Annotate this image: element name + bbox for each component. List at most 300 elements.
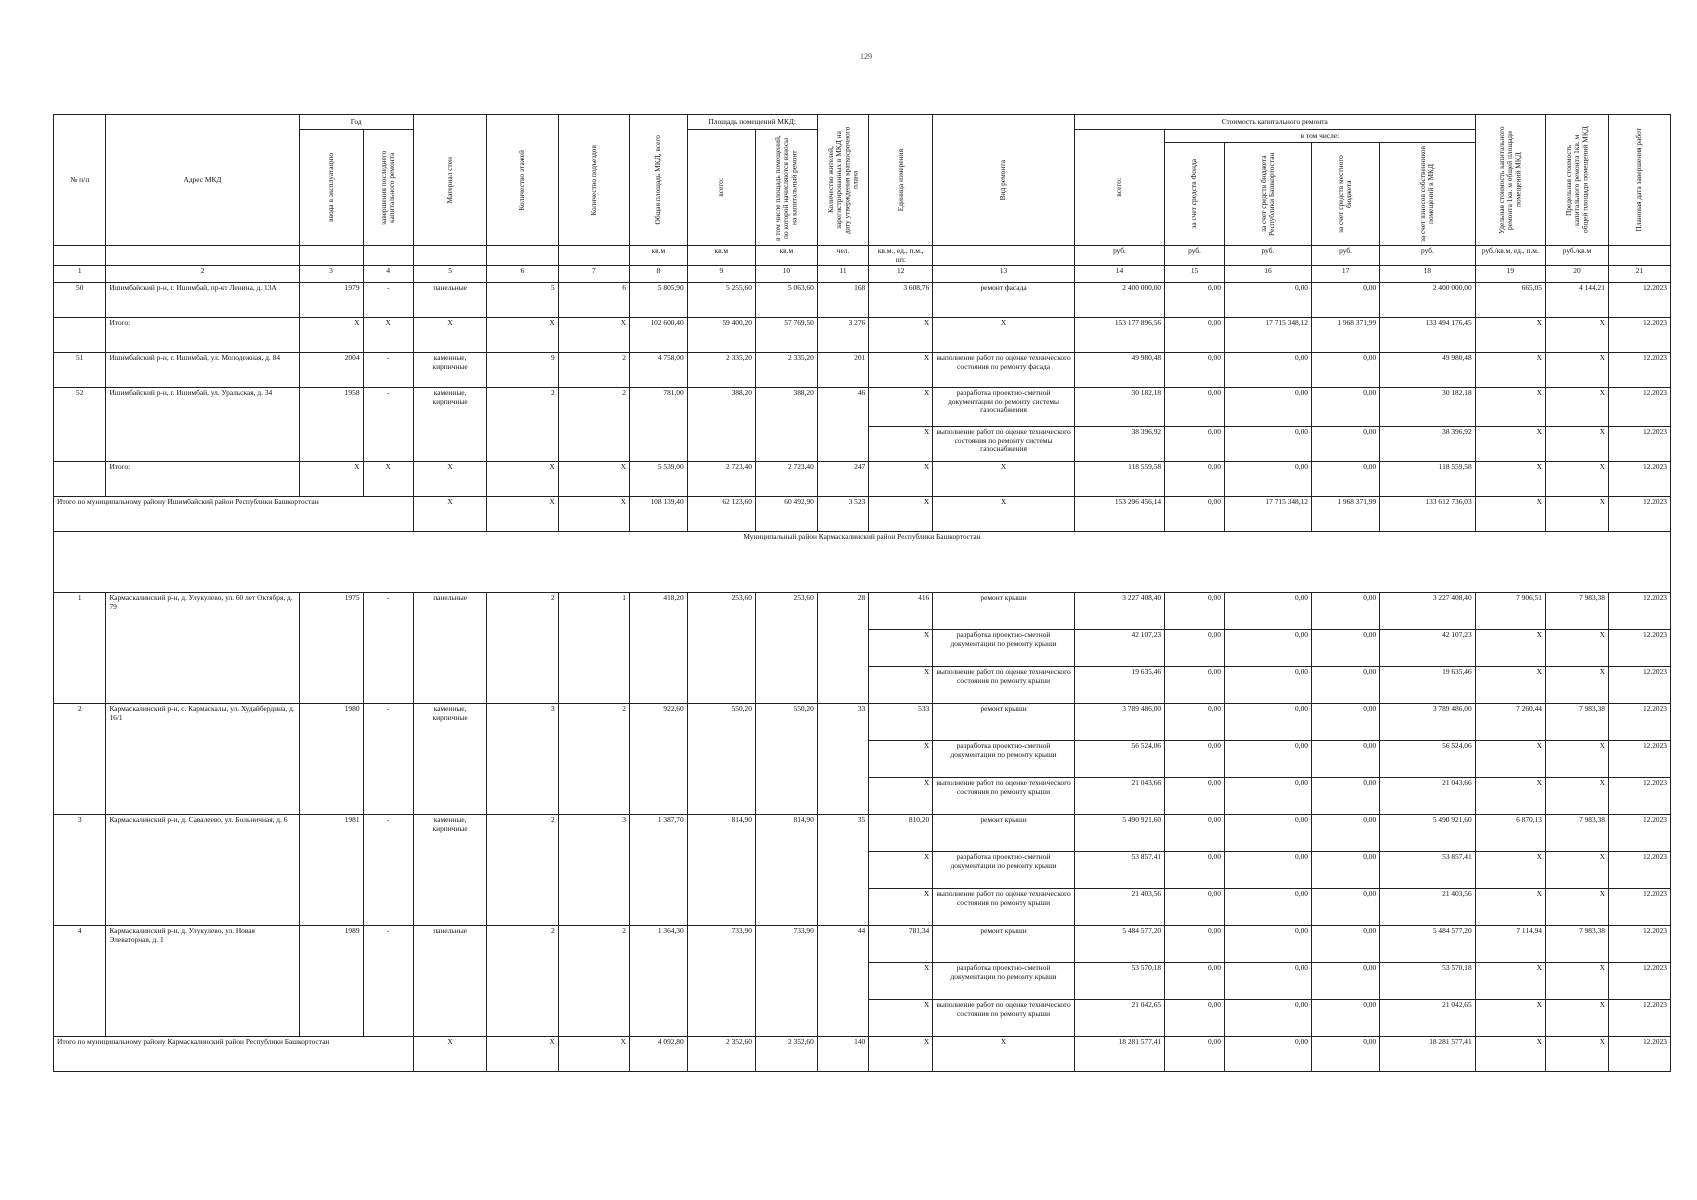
work-type-cell: выполнение работ по оценке технического состояния по ремонту крыши — [933, 1000, 1075, 1037]
table-cell: X — [363, 318, 413, 353]
units-row — [54, 246, 1671, 266]
table-cell: 0,00 — [1165, 704, 1225, 741]
table-cell: 2 352,60 — [687, 1037, 755, 1072]
table-cell: 0,00 — [1311, 815, 1379, 852]
table-cell: 0,00 — [1224, 630, 1311, 667]
table-cell: 665,05 — [1475, 283, 1545, 318]
table-cell: 2 — [54, 704, 106, 815]
header-residents: Количество жителей, зарегистрированных в МКД на дату утверждения краткосрочного плана — [817, 115, 868, 246]
table-row — [54, 593, 1671, 630]
table-cell: 3 227 408,40 — [1380, 593, 1476, 630]
table-cell: X — [363, 462, 413, 497]
table-cell: 247 — [817, 462, 868, 497]
table-cell: X — [869, 889, 933, 926]
table-cell: 1979 — [299, 283, 363, 318]
table-cell: 2 335,20 — [755, 353, 817, 388]
table-cell: 0,00 — [1311, 462, 1379, 497]
unit-cell — [1608, 246, 1670, 266]
table-cell: 5 — [487, 283, 558, 318]
table-cell: 0,00 — [1224, 852, 1311, 889]
column-number: 19 — [1475, 266, 1545, 283]
work-type-cell: ремонт фасада — [933, 283, 1075, 318]
table-cell: X — [1545, 741, 1608, 778]
table-cell: 0,00 — [1311, 704, 1379, 741]
table-cell: панельные — [413, 593, 486, 704]
table-cell: панельные — [413, 926, 486, 1037]
table-cell: 0,00 — [1165, 462, 1225, 497]
table-cell: 3 227 408,40 — [1074, 593, 1164, 630]
table-cell: 7 983,38 — [1545, 926, 1608, 963]
table-row — [54, 353, 1671, 388]
table-cell: 5 484 577,20 — [1380, 926, 1476, 963]
table-cell: 12.2023 — [1608, 778, 1670, 815]
table-cell: 0,00 — [1165, 815, 1225, 852]
unit-cell: кв.м — [755, 246, 817, 266]
table-cell: каменные, кирпичные — [413, 704, 486, 815]
table-row — [54, 318, 1671, 353]
unit-cell: кв.м — [687, 246, 755, 266]
table-cell: X — [933, 497, 1075, 532]
table-cell: X — [1475, 388, 1545, 427]
work-type-cell: разработка проектно-сметной документации по ремонту крыши — [933, 852, 1075, 889]
table-cell: X — [1475, 497, 1545, 532]
table-cell: 153 177 896,56 — [1074, 318, 1164, 353]
table-cell: 21 042,65 — [1074, 1000, 1164, 1037]
header-entrances: Количество подъездов — [558, 115, 629, 246]
table-cell: 12.2023 — [1608, 1037, 1670, 1072]
header-unit: Единица измерения — [869, 115, 933, 246]
table-row — [54, 388, 1671, 427]
table-cell: X — [487, 318, 558, 353]
table-cell: X — [1475, 353, 1545, 388]
table-cell: 2 723,40 — [687, 462, 755, 497]
table-cell: 12.2023 — [1608, 353, 1670, 388]
table-cell: 2 — [487, 593, 558, 704]
table-cell: 0,00 — [1311, 283, 1379, 318]
table-cell: 1 387,70 — [630, 815, 688, 926]
table-cell: 3 608,76 — [869, 283, 933, 318]
table-cell: 19 635,46 — [1380, 667, 1476, 704]
unit-cell: руб. — [1165, 246, 1225, 266]
table-cell: X — [1475, 318, 1545, 353]
table-cell: 0,00 — [1165, 1037, 1225, 1072]
table-cell: X — [1545, 427, 1608, 462]
table-cell: 0,00 — [1224, 926, 1311, 963]
table-cell: X — [1545, 1037, 1608, 1072]
address-cell: Ишимбайский р-н, г. Ишимбай, ул. Молодежная, д. 84 — [106, 353, 299, 388]
table-cell: X — [1475, 1037, 1545, 1072]
work-type-cell: ремонт крыши — [933, 704, 1075, 741]
table-cell: 7 983,38 — [1545, 593, 1608, 630]
table-row — [54, 462, 1671, 497]
table-cell: 0,00 — [1224, 963, 1311, 1000]
table-cell: 62 123,60 — [687, 497, 755, 532]
header-cost-owners: за счет взносов собственников помещений в МКД — [1380, 143, 1476, 246]
table-cell: 0,00 — [1165, 497, 1225, 532]
table-cell: 2 400 000,00 — [1380, 283, 1476, 318]
table-cell: 0,00 — [1311, 1000, 1379, 1037]
table-cell: 38 396,92 — [1380, 427, 1476, 462]
table-cell: 1975 — [299, 593, 363, 704]
unit-cell — [54, 246, 106, 266]
table-cell: 814,90 — [755, 815, 817, 926]
table-cell: 21 403,56 — [1380, 889, 1476, 926]
table-cell: 52 — [54, 388, 106, 462]
work-type-cell: ремонт крыши — [933, 926, 1075, 963]
table-cell: 46 — [817, 388, 868, 462]
table-cell: 12.2023 — [1608, 704, 1670, 741]
table-cell: - — [363, 926, 413, 1037]
table-cell: 140 — [817, 1037, 868, 1072]
table-cell: 2 400 000,00 — [1074, 283, 1164, 318]
table-cell: 2 — [558, 704, 629, 815]
work-type-cell: выполнение работ по оценке технического состояния по ремонту крыши — [933, 889, 1075, 926]
data-body — [54, 283, 1671, 1072]
table-cell: X — [1475, 630, 1545, 667]
table-cell: 30 182,18 — [1380, 388, 1476, 427]
table-cell: X — [1545, 889, 1608, 926]
table-cell: 0,00 — [1311, 778, 1379, 815]
table-cell: 733,90 — [687, 926, 755, 1037]
table-cell: 9 — [487, 353, 558, 388]
table-cell: 53 857,41 — [1074, 852, 1164, 889]
table-cell: X — [487, 462, 558, 497]
table-cell: 533 — [869, 704, 933, 741]
table-cell: 3 276 — [817, 318, 868, 353]
table-cell: 12.2023 — [1608, 630, 1670, 667]
table-cell: 2 — [487, 388, 558, 462]
table-cell: 42 107,23 — [1074, 630, 1164, 667]
table-cell: X — [299, 462, 363, 497]
table-cell: 0,00 — [1165, 353, 1225, 388]
table-cell: 12.2023 — [1608, 815, 1670, 852]
table-cell: 3 789 486,00 — [1074, 704, 1164, 741]
header-work-type: Вид ремонта — [933, 115, 1075, 246]
unit-cell: кв.м., ед., п.м., шт. — [869, 246, 933, 266]
table-cell: X — [869, 741, 933, 778]
work-type-cell: выполнение работ по оценке технического состояния по ремонту крыши — [933, 778, 1075, 815]
table-cell: 21 043,66 — [1380, 778, 1476, 815]
unit-cell: руб./кв.м — [1545, 246, 1608, 266]
table-cell: 56 524,06 — [1074, 741, 1164, 778]
table-cell: 53 857,41 — [1380, 852, 1476, 889]
table-cell: 7 260,44 — [1475, 704, 1545, 741]
header-cost-republic: за счет средств бюджета Республики Башкортостан — [1224, 143, 1311, 246]
table-row — [54, 815, 1671, 852]
table-cell: - — [363, 593, 413, 704]
table-cell: 1 968 371,99 — [1311, 318, 1379, 353]
table-cell: X — [558, 497, 629, 532]
table-cell: 781,34 — [869, 926, 933, 963]
table-cell: 3 — [558, 815, 629, 926]
table-cell: X — [1545, 852, 1608, 889]
table-cell: 17 715 348,12 — [1224, 318, 1311, 353]
table-cell: 42 107,23 — [1380, 630, 1476, 667]
table-cell: 0,00 — [1311, 427, 1379, 462]
table-cell: 0,00 — [1165, 388, 1225, 427]
table-cell: 5 805,90 — [630, 283, 688, 318]
table-cell: 12.2023 — [1608, 388, 1670, 427]
table-cell: 0,00 — [1224, 704, 1311, 741]
total-row — [54, 497, 1671, 532]
table-cell: 0,00 — [1311, 353, 1379, 388]
table-cell: 5 490 921,60 — [1074, 815, 1164, 852]
table-cell: 2 723,40 — [755, 462, 817, 497]
table-cell: - — [363, 283, 413, 318]
page-number: 129 — [860, 52, 872, 61]
total-label: Итого по муниципальному району Кармаскалинский район Республики Башкортостан — [54, 1037, 414, 1072]
total-label: Итого по муниципальному району Ишимбайский район Республики Башкортостан — [54, 497, 414, 532]
table-cell: X — [869, 462, 933, 497]
table-cell: 550,20 — [755, 704, 817, 815]
table-cell: X — [1545, 667, 1608, 704]
table-cell: 12.2023 — [1608, 926, 1670, 963]
table-cell: 35 — [817, 815, 868, 926]
column-number: 17 — [1311, 266, 1379, 283]
table-cell: 0,00 — [1165, 926, 1225, 963]
unit-cell — [299, 246, 363, 266]
table-cell: 0,00 — [1311, 667, 1379, 704]
table-cell: X — [1475, 462, 1545, 497]
table-cell: 56 524,06 — [1380, 741, 1476, 778]
table-cell: X — [1475, 963, 1545, 1000]
table-cell: 49 980,48 — [1380, 353, 1476, 388]
table-cell: 7 114,94 — [1475, 926, 1545, 963]
table-cell: 12.2023 — [1608, 741, 1670, 778]
table-cell: 3 523 — [817, 497, 868, 532]
table-cell: 4 758,00 — [630, 353, 688, 388]
table-cell: - — [363, 815, 413, 926]
work-type-cell: выполнение работ по оценке технического состояния по ремонту фасада — [933, 353, 1075, 388]
unit-cell: руб./кв.м, ед., п.м. — [1475, 246, 1545, 266]
address-cell: Итого: — [106, 462, 299, 497]
address-cell: Итого: — [106, 318, 299, 353]
table-cell: 0,00 — [1224, 283, 1311, 318]
header-total-area: Общая площадь МКД, всего — [630, 115, 688, 246]
table-cell: 0,00 — [1311, 963, 1379, 1000]
header-cost-local: за счет средств местного бюджета — [1311, 143, 1379, 246]
table-cell: 0,00 — [1165, 1000, 1225, 1037]
table-cell: 38 396,92 — [1074, 427, 1164, 462]
table-cell: 18 281 577,41 — [1074, 1037, 1164, 1072]
table-cell: 60 492,90 — [755, 497, 817, 532]
table-cell: 49 980,48 — [1074, 353, 1164, 388]
table-cell: 21 043,66 — [1074, 778, 1164, 815]
table-row — [54, 926, 1671, 963]
table-cell: X — [869, 427, 933, 462]
table-cell: X — [487, 1037, 558, 1072]
table-cell: 0,00 — [1224, 815, 1311, 852]
table-cell: 922,60 — [630, 704, 688, 815]
header-cost-fund: за счет средств Фонда — [1165, 143, 1225, 246]
table-row — [54, 704, 1671, 741]
table-cell: 19 635,46 — [1074, 667, 1164, 704]
table-cell: X — [487, 497, 558, 532]
table-cell: 1980 — [299, 704, 363, 815]
table-cell: 4 — [54, 926, 106, 1037]
header-cost-group: Стоимость капитального ремонта — [1074, 115, 1475, 130]
table-cell — [54, 318, 106, 353]
table-cell: 1 364,30 — [630, 926, 688, 1037]
table-cell: 0,00 — [1224, 1000, 1311, 1037]
table-cell: X — [1545, 318, 1608, 353]
header-no: № п/п — [54, 115, 106, 246]
table-cell: 1 — [558, 593, 629, 704]
table-cell: 810,20 — [869, 815, 933, 852]
column-number: 5 — [413, 266, 486, 283]
table-cell — [54, 462, 106, 497]
table-cell: 12.2023 — [1608, 889, 1670, 926]
table-cell: 0,00 — [1311, 926, 1379, 963]
table-cell: 416 — [869, 593, 933, 630]
work-type-cell: ремонт крыши — [933, 815, 1075, 852]
unit-cell — [933, 246, 1075, 266]
table-cell: 118 559,58 — [1074, 462, 1164, 497]
column-number: 13 — [933, 266, 1075, 283]
table-cell: X — [1545, 353, 1608, 388]
table-cell: 0,00 — [1224, 427, 1311, 462]
table-cell: 5 490 921,60 — [1380, 815, 1476, 852]
table-cell: X — [558, 318, 629, 353]
table-cell: 5 539,00 — [630, 462, 688, 497]
table-cell: X — [869, 667, 933, 704]
table-cell: 18 281 577,41 — [1380, 1037, 1476, 1072]
table-cell: 0,00 — [1224, 1037, 1311, 1072]
address-cell: Кармаскалинский р-н, д. Савалеево, ул. Больничная, д. 6 — [106, 815, 299, 926]
table-cell: 50 — [54, 283, 106, 318]
table-cell: 0,00 — [1165, 593, 1225, 630]
table-cell: 733,90 — [755, 926, 817, 1037]
table-cell: 21 042,65 — [1380, 1000, 1476, 1037]
column-number: 1 — [54, 266, 106, 283]
table-cell: 59 400,20 — [687, 318, 755, 353]
table-cell: 12.2023 — [1608, 1000, 1670, 1037]
table-cell: X — [413, 1037, 486, 1072]
table-cell: 5 484 577,20 — [1074, 926, 1164, 963]
table-cell: 5 063,60 — [755, 283, 817, 318]
table-cell: 2 — [558, 926, 629, 1037]
table-cell: X — [1545, 963, 1608, 1000]
table-cell: 0,00 — [1165, 283, 1225, 318]
table-cell: 108 139,40 — [630, 497, 688, 532]
header-unit-cost: Удельная стоимость капитального ремонта 1кв. м общей площади помещений МКД — [1475, 115, 1545, 246]
table-cell: X — [1545, 388, 1608, 427]
table-cell: 0,00 — [1224, 741, 1311, 778]
table-cell: 0,00 — [1165, 963, 1225, 1000]
table-cell: 1 — [54, 593, 106, 704]
header-wall-material: Материал стен — [413, 115, 486, 246]
table-cell: X — [1545, 462, 1608, 497]
work-type-cell: выполнение работ по оценке технического состояния по ремонту системы газоснабжения — [933, 427, 1075, 462]
table-cell: 0,00 — [1311, 630, 1379, 667]
table-cell: 118 559,58 — [1380, 462, 1476, 497]
table-cell: X — [1475, 852, 1545, 889]
table-cell: 201 — [817, 353, 868, 388]
table-cell: X — [413, 497, 486, 532]
header-year-commission: ввода в эксплуатацию — [299, 130, 363, 246]
table-cell: X — [1545, 1000, 1608, 1037]
unit-cell — [487, 246, 558, 266]
table-cell: 2 — [558, 388, 629, 462]
unit-cell — [363, 246, 413, 266]
table-cell: X — [869, 778, 933, 815]
table-cell: 253,60 — [755, 593, 817, 704]
table-cell: 5 255,60 — [687, 283, 755, 318]
table-cell: 102 600,40 — [630, 318, 688, 353]
table-cell: 51 — [54, 353, 106, 388]
table-cell: X — [869, 388, 933, 427]
table-cell: 2 352,60 — [755, 1037, 817, 1072]
table-cell: 12.2023 — [1608, 667, 1670, 704]
table-cell: 1989 — [299, 926, 363, 1037]
table-cell: 0,00 — [1224, 667, 1311, 704]
table-cell: 0,00 — [1165, 778, 1225, 815]
table-cell: 0,00 — [1224, 778, 1311, 815]
table-cell: X — [1475, 778, 1545, 815]
address-cell: Кармаскалинский р-н, с. Кармаскалы, ул. Худайбердина, д. 16/1 — [106, 704, 299, 815]
table-cell: 2 — [487, 926, 558, 1037]
table-cell: - — [363, 704, 413, 815]
table-cell: X — [869, 852, 933, 889]
table-cell: 133 612 736,03 — [1380, 497, 1476, 532]
table-cell: 550,20 — [687, 704, 755, 815]
address-cell: Ишимбайский р-н, г. Ишимбай, ул. Уральская, д. 34 — [106, 388, 299, 462]
table-cell: X — [869, 318, 933, 353]
column-number: 2 — [106, 266, 299, 283]
column-number: 14 — [1074, 266, 1164, 283]
table-cell: 0,00 — [1165, 427, 1225, 462]
header-premises-area-group: Площадь помещений МКД: — [687, 115, 817, 130]
work-type-cell: X — [933, 318, 1075, 353]
column-number: 4 — [363, 266, 413, 283]
header-row-1 — [54, 115, 1671, 130]
table-row — [54, 283, 1671, 318]
table-cell: 0,00 — [1311, 741, 1379, 778]
capital-repair-table — [53, 114, 1671, 1072]
table-cell: каменные, кирпичные — [413, 353, 486, 388]
header-max-cost: Предельная стоимость капитального ремонта 1кв. м общей площади помещений МКД — [1545, 115, 1608, 246]
table-cell: X — [558, 1037, 629, 1072]
header-year-group: Год — [299, 115, 413, 130]
table-cell: 0,00 — [1165, 852, 1225, 889]
table-cell: 17 715 348,12 — [1224, 497, 1311, 532]
table-cell: 33 — [817, 704, 868, 815]
unit-cell: руб. — [1224, 246, 1311, 266]
address-cell: Кармаскалинский р-н, д. Улукулево, ул. Новая Элеваторная, д. 1 — [106, 926, 299, 1037]
unit-cell: кв.м — [630, 246, 688, 266]
header-cost-total: всего: — [1074, 130, 1164, 246]
table-cell: 168 — [817, 283, 868, 318]
table-cell: 6 — [558, 283, 629, 318]
table-cell: 4 144,21 — [1545, 283, 1608, 318]
table-cell: 388,20 — [687, 388, 755, 462]
table-cell: X — [1545, 630, 1608, 667]
column-number: 8 — [630, 266, 688, 283]
table-cell: 0,00 — [1165, 630, 1225, 667]
table-cell: 2 — [558, 353, 629, 388]
column-number: 20 — [1545, 266, 1608, 283]
table-cell: 0,00 — [1311, 593, 1379, 630]
column-number: 18 — [1380, 266, 1476, 283]
table-cell: X — [558, 462, 629, 497]
table-cell: 2 — [487, 815, 558, 926]
table-cell: 12.2023 — [1608, 283, 1670, 318]
table-cell: 0,00 — [1224, 353, 1311, 388]
table-cell: 12.2023 — [1608, 593, 1670, 630]
table-cell: 3 789 486,00 — [1380, 704, 1476, 741]
table-cell: 388,20 — [755, 388, 817, 462]
table-cell: X — [1545, 778, 1608, 815]
